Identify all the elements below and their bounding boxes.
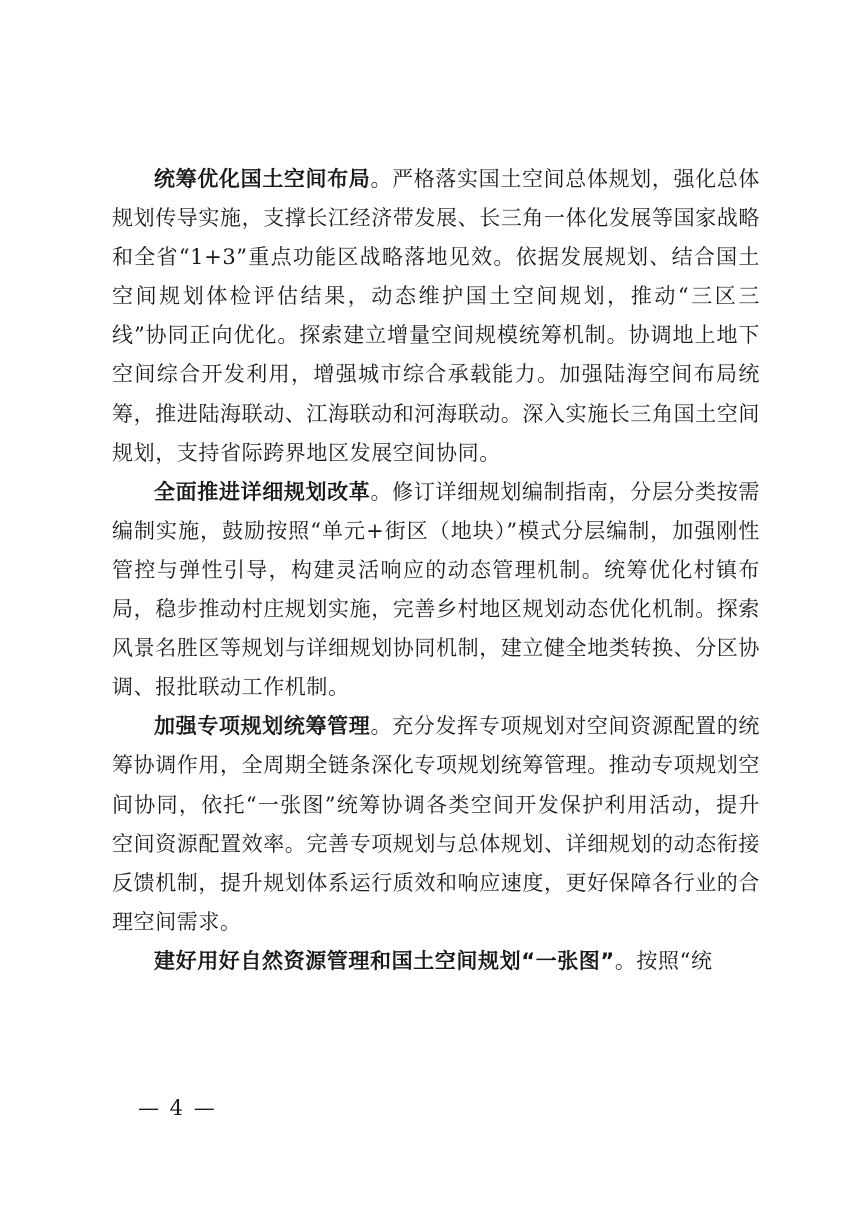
paragraph-4-text: 。按照“统 — [614, 948, 713, 973]
paragraph-3-heading: 加强专项规划统筹管理 — [154, 714, 371, 739]
document-body — [112, 160, 760, 981]
paragraph-3-text: 。充分发挥专项规划对空间资源配置的统筹协调作用，全周期全链条深化专项规划统筹管理。推动专项规划空间协同，依托“一张图”统筹协调各类空间开发保护利用活动，提升空间资源配置效率。完善专项规划与总体规划、详细规划的动态衔接反馈机制，提升规划体系运行质效和响应速度，更好保障各行业的合理空间需求。 — [112, 714, 760, 934]
paragraph-4-heading: 建好用好自然资源管理和国土空间规划“一张图” — [154, 948, 615, 973]
page-number: — 4 — — [138, 1096, 217, 1120]
paragraph-4 — [112, 942, 760, 981]
paragraph-1 — [112, 160, 760, 473]
paragraph-3 — [112, 707, 760, 942]
paragraph-2-heading: 全面推进详细规划改革 — [154, 479, 371, 504]
paragraph-1-text: 。严格落实国土空间总体规划，强化总体规划传导实施，支撑长江经济带发展、长三角一体化发展等国家战略和全省“1+3”重点功能区战略落地见效。依据发展规划、结合国土空间规划体检评估结果，动态维护国土空间规划，推动“三区三线”协同正向优化。探索建立增量空间规模统筹机制。协调地上地下空间综合开发利用，增强城市综合承载能力。加强陆海空间布局统筹，推进陆海联动、江海联动和河海联动。深入实施长三角国土空间规划，支持省际跨界地区发展空间协同。 — [112, 167, 760, 465]
paragraph-1-heading: 统筹优化国土空间布局 — [154, 167, 371, 191]
paragraph-2-text: 。修订详细规划编制指南，分层分类按需编制实施，鼓励按照“单元+街区（地块）”模式分层编制，加强刚性管控与弹性引导，构建灵活响应的动态管理机制。统筹优化村镇布局，稳步推动村庄规划实施，完善乡村地区规划动态优化机制。探索风景名胜区等规划与详细规划协同机制，建立健全地类转换、分区协调、报批联动工作机制。 — [112, 479, 760, 700]
paragraph-2 — [112, 473, 760, 708]
